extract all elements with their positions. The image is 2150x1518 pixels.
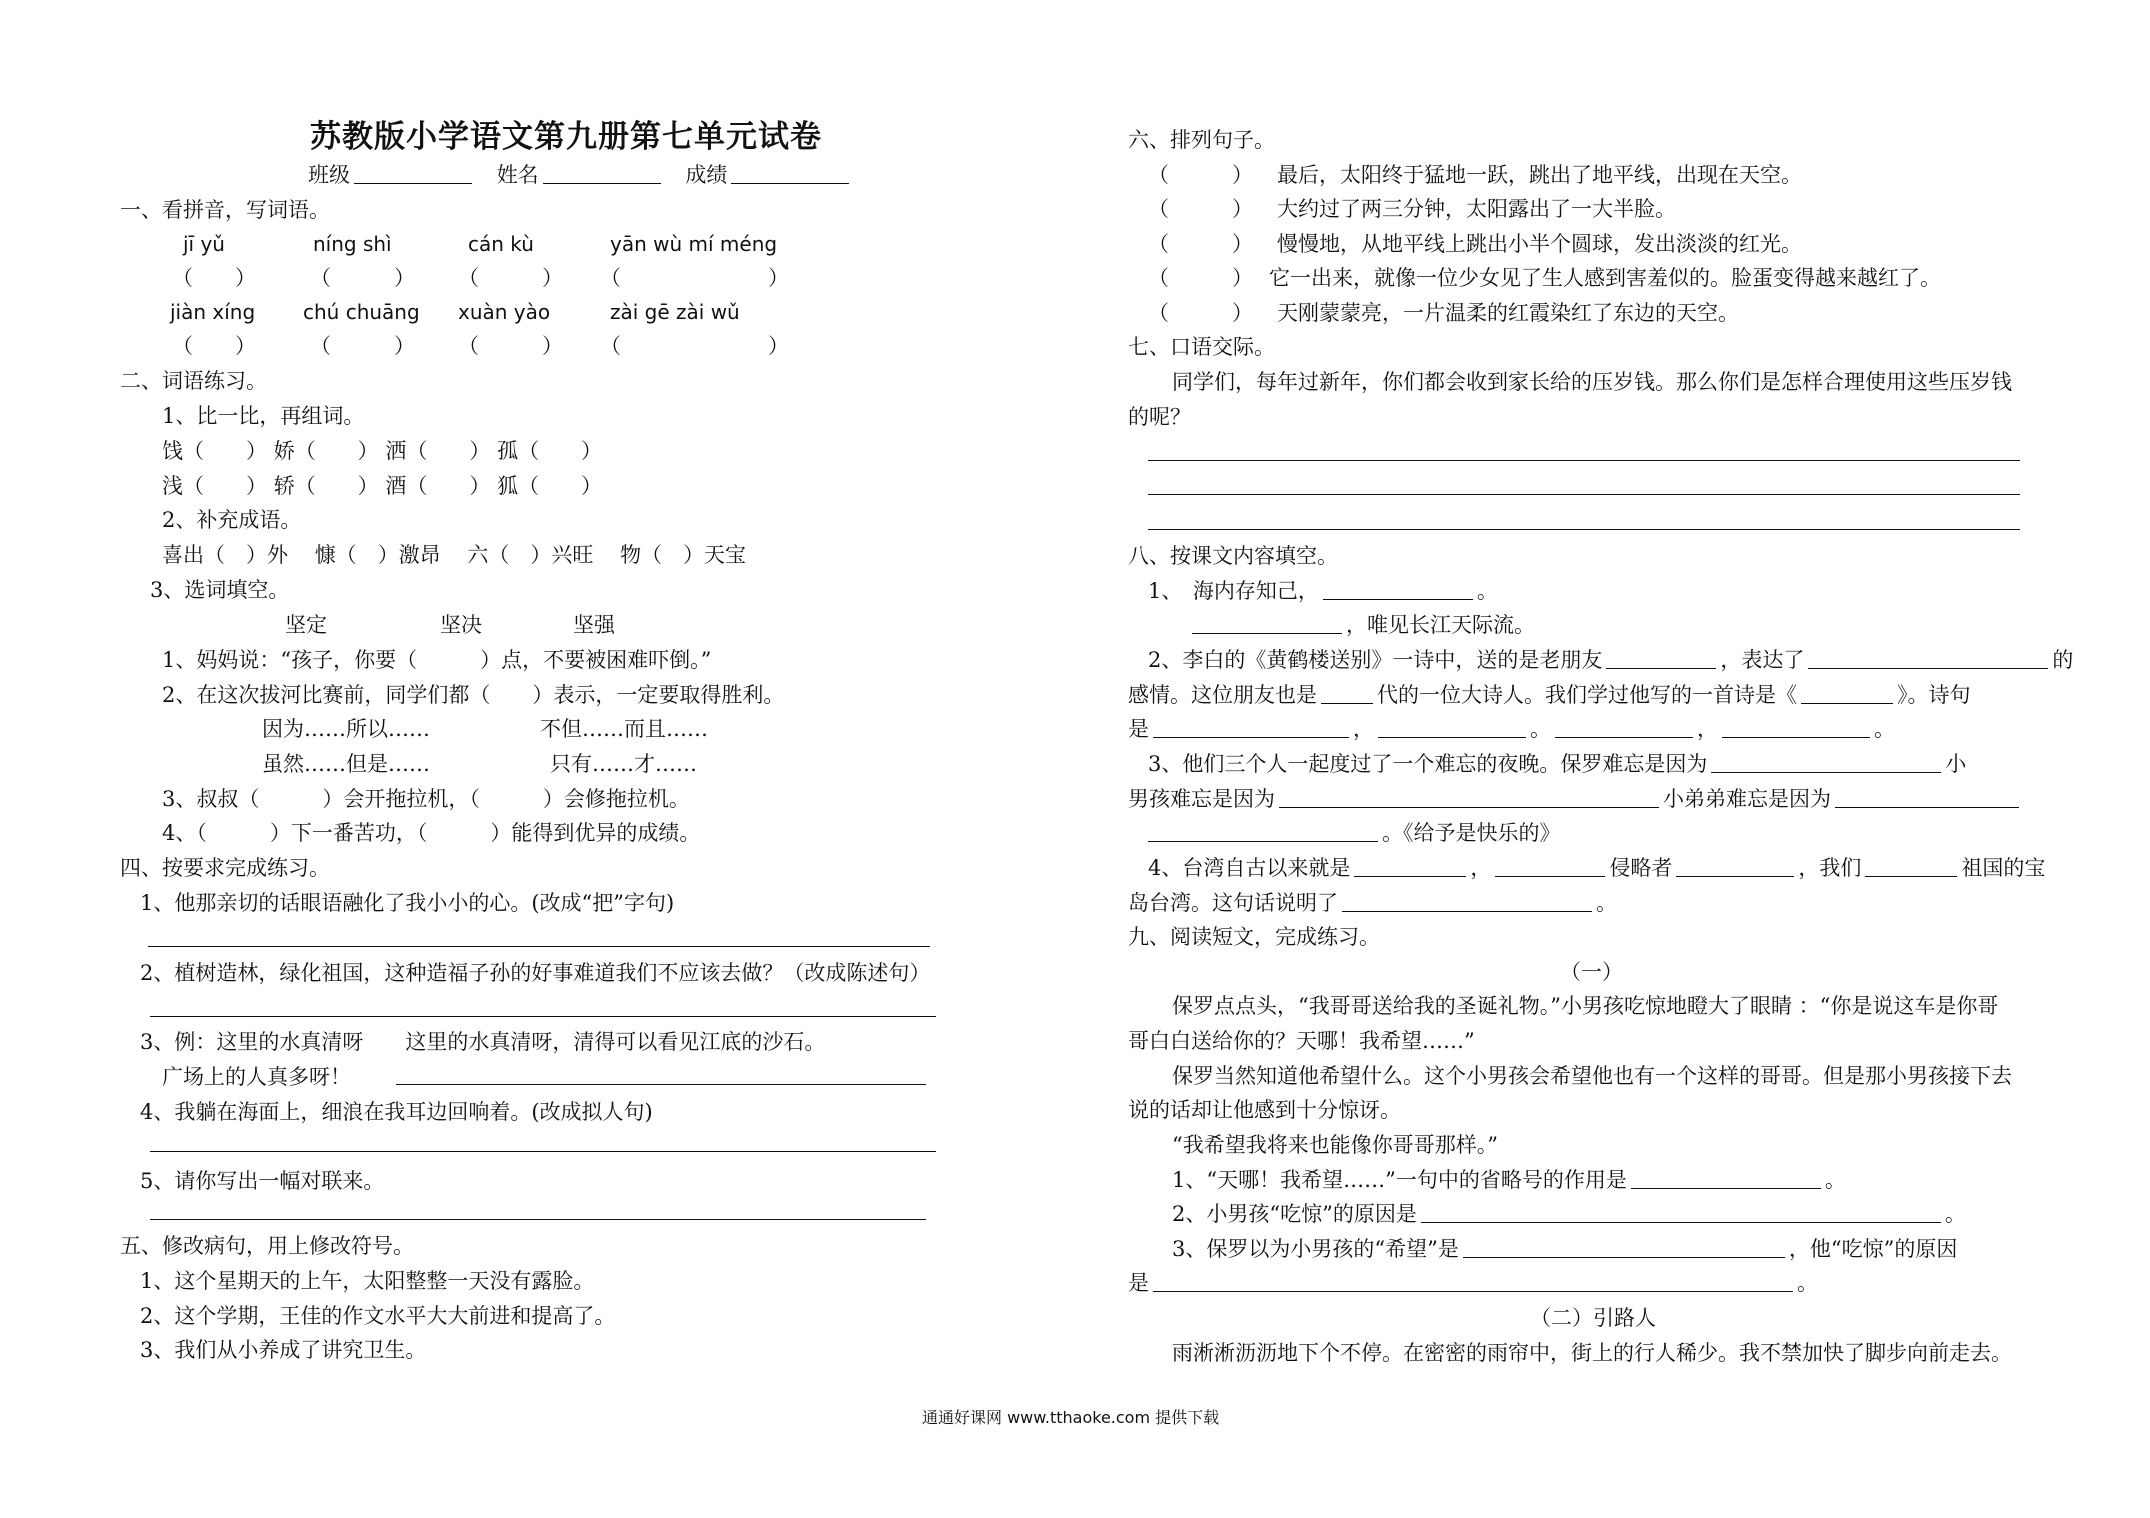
- section-2-title: 二、词语练习。: [120, 369, 267, 393]
- answer-brackets[interactable]: （ ）: [310, 334, 415, 358]
- char: 狐: [497, 474, 519, 498]
- paragraph: 哥白白送给你的？天哪！我希望……”: [1128, 1029, 1475, 1053]
- char: 酒: [385, 474, 407, 498]
- paragraph: 保罗当然知道他希望什么。这个小男孩会希望他也有一个这样的哥哥。但是那小男孩接下去: [1172, 1064, 2012, 1088]
- fill-line: 2、李白的《黄鹤楼送别》一诗中，送的是老朋友 ，表达了 的: [1148, 648, 2074, 672]
- fill-line: 男孩难忘是因为 小弟弟难忘是因为: [1128, 786, 2023, 812]
- blank[interactable]: [1606, 667, 1716, 669]
- char: 轿: [273, 474, 295, 498]
- blank[interactable]: [1153, 1290, 1793, 1292]
- blank[interactable]: [1463, 1256, 1785, 1258]
- blank[interactable]: [1342, 910, 1592, 912]
- conjunction-option: 虽然……但是……: [262, 752, 430, 776]
- fill-line: 岛台湾。这句话说明了 。: [1128, 891, 1617, 915]
- idiom: 慷（ ）激昂: [314, 543, 441, 567]
- blank[interactable]: [1378, 736, 1526, 738]
- order-bracket[interactable]: （ ）: [1148, 301, 1253, 325]
- fill-line: 感情。这位朋友也是 代的一位大诗人。我们学过他写的一首诗是《 》。诗句: [1128, 683, 1971, 707]
- pinyin: jiàn xíng: [170, 300, 256, 324]
- word-option: 坚定: [285, 613, 327, 637]
- answer-brackets[interactable]: （ ）: [600, 266, 789, 290]
- blank[interactable]: [1711, 771, 1941, 773]
- blank[interactable]: [1321, 702, 1373, 704]
- answer-brackets[interactable]: （ ）: [458, 334, 563, 358]
- order-item: （ ） 大约过了两三分钟，太阳露出了一大半脸。: [1148, 197, 1676, 221]
- paragraph: 雨淅淅沥沥地下个不停。在密密的雨帘中，街上的行人稀少。我不禁加快了脚步向前走去。: [1172, 1341, 2012, 1365]
- idiom: 喜出（ ）外: [162, 543, 288, 567]
- blank[interactable]: [1153, 736, 1349, 738]
- question: 5、请你写出一幅对联来。: [140, 1169, 385, 1193]
- student-info-row: [308, 162, 853, 188]
- pinyin: jī yǔ: [183, 232, 225, 256]
- answer-line[interactable]: [150, 1016, 936, 1017]
- section-5-title: 五、修改病句，用上修改符号。: [120, 1234, 414, 1258]
- compare-row: 饯（ ） 娇（ ） 洒（ ） 孤（ ）: [162, 439, 603, 463]
- answer-brackets[interactable]: （ ）: [310, 266, 415, 290]
- paragraph: 的呢？: [1128, 405, 1191, 429]
- question: 4、（ ）下一番苦功，（ ）能得到优异的成绩。: [162, 821, 701, 845]
- blank[interactable]: [1801, 702, 1893, 704]
- fill-line: ，唯见长江天际流。: [1192, 612, 1535, 638]
- pinyin: cán kù: [468, 232, 534, 256]
- section-1-title: 一、看拼音，写词语。: [120, 198, 330, 222]
- question: 1、妈妈说：“孩子，你要（ ）点，不要被困难吓倒。”: [162, 648, 712, 672]
- char: 饯: [162, 439, 183, 463]
- order-item: （ ） 它一出来，就像一位少女见了生人感到害羞似的。脸蛋变得越来越红了。: [1148, 266, 1941, 290]
- blank[interactable]: [1495, 875, 1605, 877]
- subsection-title: 2、补充成语。: [162, 508, 302, 532]
- paragraph: 说的话却让他感到十分惊讶。: [1128, 1098, 1401, 1122]
- order-bracket[interactable]: （ ）: [1148, 163, 1253, 187]
- compare-row: 浅（ ） 轿（ ） 酒（ ） 狐（ ）: [162, 474, 603, 498]
- section-8-title: 八、按课文内容填空。: [1128, 544, 1338, 568]
- answer-line[interactable]: [1148, 529, 2020, 530]
- pinyin: níng shì: [313, 232, 392, 256]
- section-7-title: 七、口语交际。: [1128, 335, 1275, 359]
- question: 广场上的人真多呀！: [162, 1065, 351, 1089]
- blank[interactable]: [1835, 806, 2019, 808]
- question: 1、他那亲切的话眼语融化了我小小的心。(改成“把”字句): [140, 891, 675, 915]
- pinyin: yān wù mí méng: [610, 232, 778, 256]
- section-9-title: 九、阅读短文，完成练习。: [1128, 925, 1380, 949]
- question: 3、叔叔（ ）会开拖拉机，（ ）会修拖拉机。: [162, 787, 690, 811]
- idiom: 六（ ）兴旺: [467, 543, 594, 567]
- blank[interactable]: [1421, 1221, 1941, 1223]
- answer-brackets[interactable]: （ ）: [600, 334, 789, 358]
- passage-heading: （二）引路人: [1530, 1306, 1656, 1330]
- paragraph: 同学们，每年过新年，你们都会收到家长给的压岁钱。那么你们是怎样合理使用这些压岁钱: [1172, 370, 2012, 394]
- conjunction-option: 只有……才……: [550, 752, 697, 776]
- fill-line: 3、他们三个人一起度过了一个难忘的夜晚。保罗难忘是因为 小: [1148, 752, 1967, 776]
- char: 孤: [497, 439, 519, 463]
- answer-line[interactable]: [1148, 460, 2020, 461]
- name-blank[interactable]: [543, 182, 661, 184]
- blank[interactable]: [1323, 598, 1473, 600]
- order-bracket[interactable]: （ ）: [1148, 197, 1253, 221]
- word-option: 坚决: [440, 613, 482, 637]
- fill-line: 4、台湾自古以来就是 ， 侵略者 ，我们 祖国的宝: [1148, 856, 2046, 880]
- answer-line[interactable]: [150, 1219, 926, 1220]
- idiom: 物（ ）天宝: [620, 543, 747, 567]
- idiom-row: [162, 542, 746, 568]
- score-label: 成绩: [685, 163, 728, 187]
- blank[interactable]: [1865, 875, 1957, 877]
- answer-line[interactable]: [1148, 494, 2020, 495]
- question: 2、在这次拔河比赛前，同学们都（ ）表示，一定要取得胜利。: [162, 683, 785, 707]
- conjunction-option: 不但……而且……: [540, 717, 708, 741]
- answer-brackets[interactable]: （ ）: [172, 334, 256, 358]
- paragraph: 保罗点点头，“我哥哥送给我的圣诞礼物。”小男孩吃惊地瞪大了眼睛 ：“你是说这车是你哥: [1172, 994, 1999, 1018]
- subsection-title: 3、选词填空。: [150, 578, 290, 602]
- answer-brackets[interactable]: （ ）: [458, 266, 563, 290]
- section-4-title: 四、按要求完成练习。: [120, 856, 330, 880]
- blank[interactable]: [1279, 806, 1659, 808]
- fill-line: 1、“天哪！我希望……”一句中的省略号的作用是 。: [1172, 1168, 1846, 1192]
- order-bracket[interactable]: （ ）: [1148, 232, 1253, 256]
- blank[interactable]: [1192, 632, 1342, 634]
- fill-line: 2、小男孩“吃惊”的原因是 。: [1172, 1202, 1966, 1226]
- answer-brackets[interactable]: （ ）: [172, 266, 256, 290]
- question: 1、这个星期天的上午，太阳整整一天没有露脸。: [140, 1269, 595, 1293]
- blank[interactable]: [1148, 840, 1378, 842]
- fill-line: 是 ， 。 ， 。: [1128, 717, 1895, 741]
- blank[interactable]: [1631, 1187, 1821, 1189]
- blank[interactable]: [1555, 736, 1693, 738]
- char: 浅: [162, 474, 183, 498]
- pinyin: zài gē zài wǔ: [610, 300, 740, 324]
- order-bracket[interactable]: （ ）: [1148, 266, 1253, 290]
- paragraph: “我希望我将来也能像你哥哥那样。”: [1172, 1133, 1498, 1157]
- passage-heading: （一）: [1560, 960, 1623, 984]
- class-blank[interactable]: [354, 182, 472, 184]
- char: 洒: [385, 439, 407, 463]
- page-title: 苏教版小学语文第九册第七单元试卷: [310, 119, 822, 155]
- question: 4、我躺在海面上，细浪在我耳边回响着。(改成拟人句): [140, 1100, 653, 1124]
- order-item: （ ） 最后，太阳终于猛地一跃，跳出了地平线，出现在天空。: [1148, 163, 1802, 187]
- section-6-title: 六、排列句子。: [1128, 128, 1275, 152]
- pinyin: xuàn yào: [458, 300, 551, 324]
- blank[interactable]: [1808, 667, 2048, 669]
- question: 2、植树造林，绿化祖国，这种造福子孙的好事难道我们不应该去做？（改成陈述句）: [140, 961, 931, 985]
- class-label: 班级: [308, 163, 350, 187]
- subsection-title: 1、比一比，再组词。: [162, 404, 365, 428]
- answer-line[interactable]: [150, 1151, 936, 1152]
- blank[interactable]: [1354, 875, 1466, 877]
- answer-line[interactable]: [396, 1084, 926, 1085]
- word-option: 坚强: [573, 613, 615, 637]
- fill-line: 。《给予是快乐的》: [1148, 820, 1561, 846]
- fill-line: 是 。: [1128, 1271, 1818, 1295]
- answer-line[interactable]: [148, 946, 930, 947]
- question: 3、例：这里的水真清呀 这里的水真清呀，清得可以看见江底的沙石。: [140, 1030, 826, 1054]
- question: 3、我们从小养成了讲究卫生。: [140, 1338, 427, 1362]
- question: 2、这个学期，王佳的作文水平大大前进和提高了。: [140, 1304, 616, 1328]
- name-label: 姓名: [496, 163, 539, 187]
- blank[interactable]: [1722, 736, 1870, 738]
- footer-text: 通通好课网 www.tthaoke.com 提供下载: [922, 1408, 1220, 1427]
- score-blank[interactable]: [731, 182, 849, 184]
- conjunction-option: 因为……所以……: [262, 717, 430, 741]
- blank[interactable]: [1676, 875, 1794, 877]
- fill-line: 1、 海内存知己， 。: [1148, 579, 1498, 603]
- order-item: （ ） 慢慢地，从地平线上跳出小半个圆球，发出淡淡的红光。: [1148, 232, 1802, 256]
- fill-line: 3、保罗以为小男孩的“希望”是 ，他“吃惊”的原因: [1172, 1237, 1958, 1261]
- char: 娇: [273, 439, 295, 463]
- order-item: （ ） 天刚蒙蒙亮，一片温柔的红霞染红了东边的天空。: [1148, 301, 1739, 325]
- pinyin: chú chuāng: [303, 300, 420, 324]
